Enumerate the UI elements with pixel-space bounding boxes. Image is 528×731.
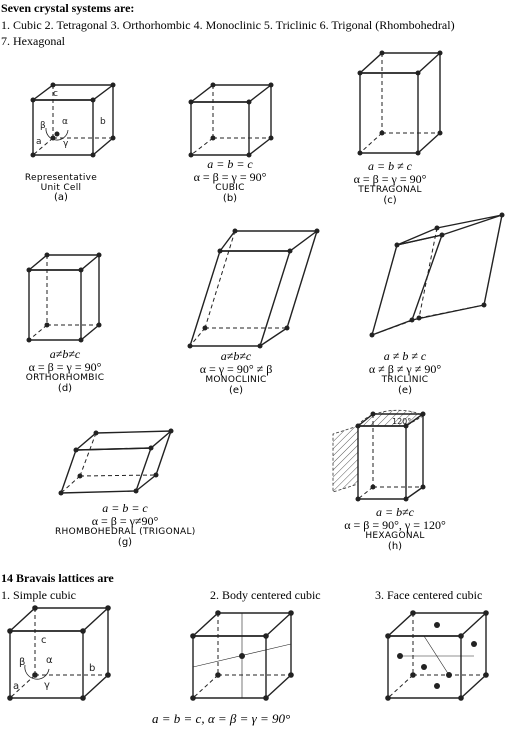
bravais-item-simple-cubic: 1. Simple cubic — [1, 588, 76, 602]
system-name-tetragonal: TETRAGONAL — [358, 184, 422, 195]
label-gamma: γ — [63, 139, 69, 149]
eq2-triclinic: α ≠ β ≠ γ ≠ 90° — [368, 361, 442, 376]
unit-cell-tetragonal-diagram — [355, 48, 445, 158]
letter-cubic: (b) — [222, 192, 238, 204]
label-beta: β — [40, 121, 46, 131]
label-alpha: α — [62, 117, 68, 127]
caption-a — [6, 174, 116, 204]
letter-triclinic: (e) — [398, 384, 412, 396]
letter-tetragonal: (c) — [383, 194, 397, 206]
system-name-rhombohedral: RHOMBOHEDRAL (TRIGONAL) — [55, 526, 196, 537]
caption-triclinic — [340, 350, 470, 396]
eq1-rhombohedral: a = b = c — [102, 501, 148, 515]
eq1-orthorhombic: a≠b≠c — [49, 347, 81, 361]
body-centered-cubic-diagram — [188, 608, 298, 703]
eq1-cubic: a = b = c — [207, 157, 253, 171]
eq2-tetragonal: α = β = γ = 90° — [353, 171, 427, 186]
caption-monoclinic — [176, 350, 296, 396]
letter-a: (a) — [54, 192, 68, 204]
sc-label-c: c — [41, 635, 47, 646]
label-b: b — [100, 117, 106, 127]
sc-label-a: a — [13, 681, 20, 692]
section-title-colon: : — [130, 1, 135, 15]
bravais-title: 14 Bravais lattices are — [1, 571, 114, 585]
eq1-monoclinic: a≠b≠c — [220, 349, 252, 363]
system-name-a: Representative — [24, 173, 98, 183]
letter-monoclinic: (e) — [229, 384, 243, 396]
systems-list-line-2: 7. Hexagonal — [1, 34, 65, 48]
system-name-triclinic: TRICLINIC — [381, 374, 429, 385]
unit-cell-rhombohedral-diagram — [56, 428, 176, 498]
bravais-item-face-centered: 3. Face centered cubic — [375, 588, 483, 602]
sc-label-beta: β — [19, 657, 26, 668]
eq2-rhombohedral: α = β = γ≠90° — [91, 513, 159, 528]
caption-orthorhombic — [10, 348, 120, 394]
bravais-item-body-centered: 2. Body centered cubic — [210, 588, 321, 602]
eq1-tetragonal: a = b ≠ c — [367, 159, 412, 173]
unit-cell-cubic-diagram — [186, 80, 276, 160]
caption-tetragonal — [330, 160, 450, 206]
label-a: a — [36, 137, 42, 147]
simple-cubic-diagram — [5, 603, 115, 703]
sc-label-gamma: γ — [44, 680, 50, 691]
bravais-equation: a = b = c, α = β = γ = 90° — [152, 711, 291, 726]
caption-cubic — [170, 158, 290, 204]
unit-cell-triclinic-diagram — [362, 210, 512, 340]
system-name-hexagonal: HEXAGONAL — [365, 530, 425, 541]
unit-cell-orthorhombic-diagram — [24, 250, 104, 345]
caption-hexagonal — [320, 506, 470, 552]
face-centered-cubic-diagram — [383, 608, 493, 703]
system-name-a-2: Unit Cell — [40, 182, 82, 193]
section-title-text: Seven crystal systems are — [1, 1, 131, 15]
label-120: 120° — [392, 417, 412, 426]
eq2-hexagonal: α = β = 90°, γ = 120° — [344, 517, 446, 532]
systems-list-line-1: 1. Cubic 2. Tetragonal 3. Orthorhombic 4. Monoclinic 5. Triclinic 6. Trigonal (Rhombohedral) — [1, 18, 455, 32]
eq2-cubic: α = β = γ = 90° — [193, 169, 267, 184]
eq2-monoclinic: α = γ = 90° ≠ β — [199, 361, 273, 376]
unit-cell-a-diagram — [28, 80, 118, 160]
eq1-triclinic: a ≠ b ≠ c — [383, 349, 427, 363]
caption-rhombohedral — [55, 502, 195, 548]
sc-label-b: b — [89, 663, 96, 674]
unit-cell-monoclinic-diagram — [185, 226, 325, 351]
letter-hexagonal: (h) — [387, 540, 403, 552]
system-name-orthorhombic: ORTHORHOMBIC — [25, 372, 105, 383]
section-title — [1, 2, 134, 14]
system-name-cubic: CUBIC — [215, 182, 245, 193]
letter-orthorhombic: (d) — [57, 382, 73, 394]
eq1-hexagonal: a = b≠c — [375, 505, 414, 519]
sc-label-alpha: α — [46, 655, 53, 666]
eq2-orthorhombic: α = β = γ = 90° — [28, 359, 102, 374]
label-c: c — [53, 89, 58, 99]
unit-cell-hexagonal-diagram — [328, 404, 443, 509]
system-name-monoclinic: MONOCLINIC — [205, 374, 267, 385]
letter-rhombohedral: (g) — [117, 536, 133, 548]
